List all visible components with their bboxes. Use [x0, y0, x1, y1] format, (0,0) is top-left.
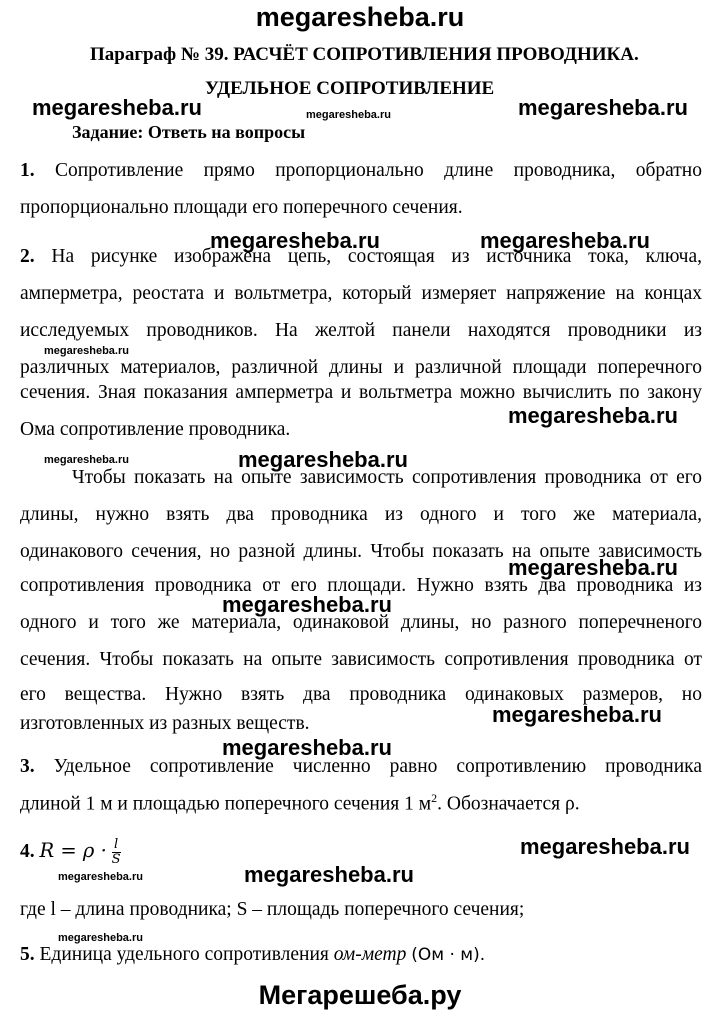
watermark: megaresheba.ru [238, 447, 408, 472]
answer-2-line: Ома сопротивление проводника. [20, 419, 291, 440]
answer-4-formula [20, 838, 121, 867]
answer-3-line [20, 756, 702, 778]
answer-2-para2-line: сопротивления проводника от его площади. Нужно взять два проводника из [20, 575, 702, 596]
page-title-line1: Параграф № 39. РАСЧЁТ СОПРОТИВЛЕНИЯ ПРОВОДНИКА. [90, 44, 639, 65]
fraction-numerator: l [112, 838, 121, 853]
answer-2-line: сечения. Зная показания амперметра и вольтметра можно вычислить по закону [20, 382, 702, 403]
answer-2-para2-line: одного и того же материала, одинаковой длины, но разного поперечненого [20, 612, 702, 633]
answer-text: Единица удельного сопротивления [39, 944, 329, 965]
answer-text: Удельное сопротивление численно равно сопротивлению проводника [53, 756, 702, 777]
answer-1-line: пропорционально площади его поперечного сечения. [20, 197, 463, 218]
answer-text: . Обозначается ρ. [437, 793, 580, 815]
watermark: megaresheba.ru [222, 592, 392, 617]
answer-text: длиной 1 м и площадью поперечного сечения 1 м [20, 793, 432, 815]
answer-text: Сопротивление прямо пропорционально длине проводника, обратно [54, 160, 702, 181]
answer-number: 4. [20, 840, 35, 862]
answer-4-where: где l – длина проводника; S – площадь поперечного сечения; [20, 899, 525, 920]
answer-number: 1. [20, 160, 35, 181]
unit-name: ом-метр [333, 944, 407, 965]
answer-2-line: исследуемых проводников. На желтой панели находятся проводники из [20, 320, 702, 341]
answer-2-para2-line: сечения. Чтобы показать на опыте зависимость сопротивления проводника от [20, 649, 702, 670]
watermark-small: megaresheba.ru [306, 109, 391, 121]
site-footer: Мегарешеба.ру [258, 980, 462, 1010]
answer-1-line [20, 160, 702, 182]
watermark: megaresheba.ru [508, 555, 678, 580]
watermark: megaresheba.ru [244, 862, 414, 887]
watermark-small: megaresheba.ru [44, 454, 129, 466]
answer-5-line [20, 944, 702, 966]
fraction-denominator: S [111, 852, 121, 867]
watermark-small: megaresheba.ru [44, 345, 129, 357]
fraction [112, 838, 121, 867]
watermark: megaresheba.ru [520, 834, 690, 859]
site-header: megaresheba.ru [255, 2, 465, 32]
answer-2-line [20, 246, 702, 268]
page-title-line2: УДЕЛЬНОЕ СОПРОТИВЛЕНИЕ [205, 78, 495, 99]
watermark-small: megaresheba.ru [58, 932, 143, 944]
answer-2-line: амперметра, реостата и вольтметра, который измеряет напряжение на концах [20, 283, 702, 304]
answer-number: 5. [20, 944, 35, 965]
watermark-small: megaresheba.ru [58, 871, 143, 883]
answer-2-para2-line: одинакового сечения, но разной длины. Чтобы показать на опыте зависимость [20, 541, 702, 562]
superscript: 2 [431, 791, 438, 805]
answer-2-para2-line: длины, нужно взять два проводника из одного и того же материала, [20, 504, 702, 525]
watermark: megaresheba.ru [508, 403, 678, 428]
answer-2-para2-line: Чтобы показать на опыте зависимость сопротивления проводника от его [72, 467, 702, 488]
answer-2-para2-line: изготовленных из разных веществ. [20, 713, 310, 734]
formula: R = ρ · [39, 838, 107, 862]
answer-text: На рисунке изображена цепь, состоящая из источника тока, ключа, [51, 246, 702, 267]
watermark: megaresheba.ru [222, 735, 392, 760]
answer-number: 3. [20, 756, 35, 777]
unit-symbol: (Ом · м). [411, 945, 486, 965]
task-heading: Задание: Ответь на вопросы [72, 122, 306, 142]
answer-2-line: различных материалов, различной длины и различной площади поперечного [20, 357, 702, 378]
answer-3-line [20, 791, 702, 816]
answer-number: 2. [20, 246, 35, 267]
watermark: megaresheba.ru [210, 228, 380, 253]
watermark: megaresheba.ru [480, 228, 650, 253]
watermark: megaresheba.ru [492, 702, 662, 727]
watermark: megaresheba.ru [32, 95, 202, 120]
answer-2-para2-line: его вещества. Нужно взять два проводника одинаковых размеров, но [20, 684, 702, 705]
watermark: megaresheba.ru [518, 95, 688, 120]
